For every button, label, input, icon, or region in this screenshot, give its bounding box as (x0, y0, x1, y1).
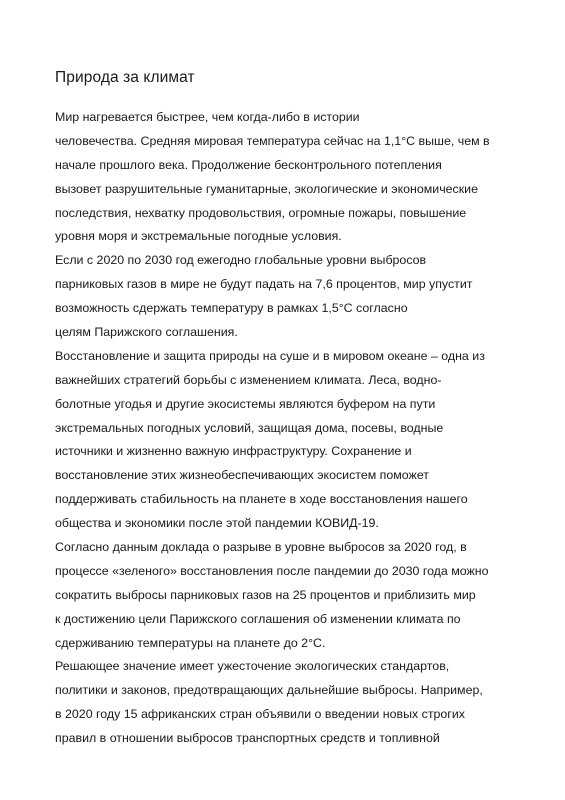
paragraph-line: вызовет разрушительные гуманитарные, экологические и экономические (55, 181, 478, 196)
paragraph-line: парниковых газов в мире не будут падать на 7,6 процентов, мир упустит (55, 277, 473, 292)
document-body (55, 106, 525, 751)
paragraph-line: возможность сдержать температуру в рамках 1,5°C согласно (55, 301, 408, 316)
paragraph-line: человечества. Средняя мировая температура сейчас на 1,1°C выше, чем в (55, 133, 490, 148)
paragraph-line: политики и законов, предотвращающих дальнейшие выбросы. Например, (55, 683, 483, 698)
paragraph-line: восстановление этих жизнеобеспечивающих экосистем поможет (55, 468, 429, 483)
paragraph-line: в 2020 году 15 африканских стран объявили о введении новых строгих (55, 707, 465, 722)
paragraph-line: начале прошлого века. Продолжение бесконтрольного потепления (55, 157, 442, 172)
paragraph-line: процессе «зеленого» восстановления после пандемии до 2030 года можно (55, 563, 489, 578)
paragraph-line: источники и жизненно важную инфраструктуру. Сохранение и (55, 444, 412, 459)
paragraph-line: Решающее значение имеет ужесточение экологических стандартов, (55, 659, 450, 674)
paragraph-line: правил в отношении выбросов транспортных средств и топливной (55, 731, 440, 746)
paragraph-line: важнейших стратегий борьбы с изменением климата. Леса, водно- (55, 372, 442, 387)
paragraph-line: уровня моря и экстремальные погодные условия. (55, 229, 342, 244)
paragraph-line: Согласно данным доклада о разрыве в уровне выбросов за 2020 год, в (55, 540, 467, 555)
paragraph-line: общества и экономики после этой пандемии КОВИД-19. (55, 516, 379, 531)
paragraph-line: Восстановление и защита природы на суше и в мировом океане – одна из (55, 348, 485, 363)
paragraph-line: Если с 2020 по 2030 год ежегодно глобальные уровни выбросов (55, 253, 427, 268)
paragraph-line: Мир нагревается быстрее, чем когда-либо в истории (55, 110, 360, 124)
paragraph-line: сократить выбросы парниковых газов на 25 процентов и приблизить мир (55, 587, 476, 602)
paragraph-line: экстремальных погодных условий, защищая дома, посевы, водные (55, 420, 444, 435)
document-title: Природа за климат (55, 69, 195, 86)
paragraph-line: сдерживанию температуры на планете до 2°C. (55, 635, 326, 650)
paragraph-line: поддерживать стабильность на планете в ходе восстановления нашего (55, 492, 468, 507)
paragraph-line: последствия, нехватку продовольствия, огромные пожары, повышение (55, 205, 467, 220)
paragraph-line: болотные угодья и другие экосистемы являются буфером на пути (55, 396, 436, 411)
paragraph-line: к достижению цели Парижского соглашения об изменении климата по (55, 611, 461, 626)
paragraph-line: целям Парижского соглашения. (55, 325, 238, 340)
